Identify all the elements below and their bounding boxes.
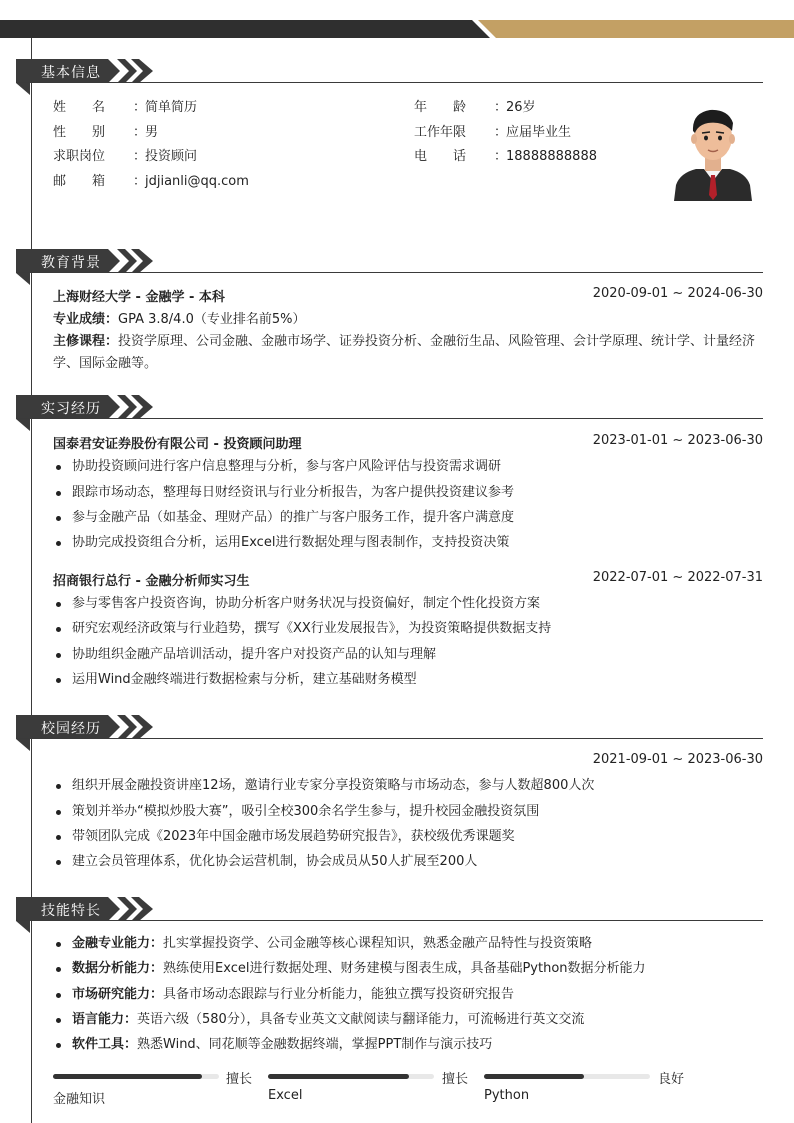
left-vertical-line <box>31 38 32 1123</box>
list-item-text: 协助完成投资组合分析，运用Excel进行数据处理与图表制作，支持投资决策 <box>72 535 510 550</box>
list-item-text: 运用Wind金融终端进行数据检索与分析，建立基础财务模型 <box>72 672 417 687</box>
list-item-text <box>72 1011 584 1029</box>
info-label: 工作年限 <box>414 125 467 140</box>
bullet-dot <box>56 516 61 521</box>
skill-name-finance: 金融知识 <box>53 1092 106 1107</box>
skill-text: 扎实掌握投资学、公司金融等核心课程知识，熟悉金融产品特性与投资策略 <box>163 936 593 951</box>
bullet-dot <box>56 993 61 998</box>
section-stripe <box>117 249 137 273</box>
gpa-label: 专业成绩： <box>53 312 119 327</box>
bullet-dot <box>56 860 61 865</box>
info-colon: ： <box>494 100 508 115</box>
info-age <box>414 96 536 115</box>
bullet-dot <box>56 942 61 947</box>
info-colon: ： <box>133 174 147 189</box>
section-skills <box>16 897 763 921</box>
skill-bar-excel <box>268 1074 434 1079</box>
list-item-text <box>72 986 514 1004</box>
list-item-text: 策划并举办“模拟炒股大赛”，吸引全校300余名学生参与，提升校园金融投资氛围 <box>72 804 540 819</box>
info-phone <box>414 145 597 164</box>
top-bar-gold <box>478 20 794 38</box>
info-colon: ： <box>133 125 147 140</box>
info-email <box>53 170 249 189</box>
section-rule <box>16 738 763 739</box>
info-label: 求职岗位 <box>53 149 106 164</box>
info-label: 邮 箱 <box>53 174 106 189</box>
skill-text: 英语六级（580分），具备专业英文文献阅读与翻译能力，可流畅进行英文交流 <box>137 1012 585 1027</box>
section-title: 基本信息 <box>41 65 101 81</box>
info-label: 姓 名 <box>53 100 106 115</box>
gpa-value: GPA 3.8/4.0（专业排名前5%） <box>118 312 306 327</box>
internship-entry-header <box>53 433 763 451</box>
info-value: 26岁 <box>506 100 536 115</box>
section-header <box>16 249 763 273</box>
list-item-text: 协助组织金融产品培训活动，提升客户对投资产品的认知与理解 <box>72 647 437 662</box>
info-label: 电 话 <box>414 149 467 164</box>
bullet-dot <box>56 678 61 683</box>
section-rule <box>16 272 763 273</box>
skill-text: 熟练使用Excel进行数据处理、财务建模与图表生成，具备基础Python数据分析能力 <box>163 961 646 976</box>
info-colon: ： <box>494 149 508 164</box>
skill-bar-finance <box>53 1074 219 1079</box>
skill-name-python: Python <box>484 1088 530 1103</box>
info-label: 性 别 <box>53 125 106 140</box>
education-gpa <box>53 309 763 331</box>
info-colon: ： <box>133 100 147 115</box>
section-title: 实习经历 <box>41 401 101 417</box>
internship-org: 招商银行总行 - 金融分析师实习生 <box>53 574 250 589</box>
campus-date: 2021-09-01 ~ 2023-06-30 <box>592 752 763 767</box>
section-title: 校园经历 <box>41 721 101 737</box>
skill-level-excel: 擅长 <box>442 1072 469 1087</box>
skill-bar-fill <box>484 1074 584 1079</box>
info-colon: ： <box>494 125 508 140</box>
section-stripe <box>117 897 137 921</box>
section-rule <box>16 920 763 921</box>
info-value: 应届毕业生 <box>506 125 572 140</box>
internship-org: 国泰君安证券股份有限公司 - 投资顾问助理 <box>53 437 302 452</box>
skill-text: 具备市场动态跟踪与行业分析能力，能独立撰写投资研究报告 <box>163 987 515 1002</box>
section-stripe <box>117 395 137 419</box>
education-date: 2020-09-01 ~ 2024-06-30 <box>592 286 763 301</box>
bullet-dot <box>56 967 61 972</box>
bullet-dot <box>56 541 61 546</box>
bullet-dot <box>56 491 61 496</box>
list-item-text: 协助投资顾问进行客户信息整理与分析，参与客户风险评估与投资需求调研 <box>72 459 502 474</box>
section-corner <box>16 921 30 933</box>
bullet-dot <box>56 653 61 658</box>
section-education <box>16 249 763 273</box>
bullet-dot <box>56 602 61 607</box>
section-title: 技能特长 <box>41 903 101 919</box>
skill-label: 数据分析能力： <box>72 961 164 976</box>
list-item-text: 参与金融产品（如基金、理财产品）的推广与客户服务工作，提升客户满意度 <box>72 510 515 525</box>
section-stripe <box>117 715 137 739</box>
education-courses <box>53 331 763 375</box>
section-corner <box>16 273 30 285</box>
bullet-dot <box>56 465 61 470</box>
info-label: 年 龄 <box>414 100 467 115</box>
info-years <box>414 121 571 140</box>
list-item-text: 组织开展金融投资讲座12场，邀请行业专家分享投资策略与市场动态，参与人数超800人次 <box>72 778 595 793</box>
skill-bar-python <box>484 1074 650 1079</box>
list-item-text: 参与零售客户投资咨询，协助分析客户财务状况与投资偏好，制定个性化投资方案 <box>72 596 541 611</box>
info-value: 简单简历 <box>145 100 198 115</box>
top-decor-bar <box>0 20 794 38</box>
list-item-text: 建立会员管理体系，优化协会运营机制，协会成员从50人扩展至200人 <box>72 854 478 869</box>
courses-line2: 学、国际金融等。 <box>53 356 158 371</box>
list-item-text: 研究宏观经济政策与行业趋势，撰写《XX行业发展报告》，为投资策略提供数据支持 <box>72 621 552 636</box>
list-item-text <box>72 935 592 953</box>
skill-text: 熟悉Wind、同花顺等金融数据终端，掌握PPT制作与演示技巧 <box>137 1037 493 1052</box>
internship-date: 2022-07-01 ~ 2022-07-31 <box>592 570 763 585</box>
info-value: 男 <box>145 125 159 140</box>
education-entry-header <box>53 286 763 304</box>
skill-label: 市场研究能力： <box>72 987 164 1002</box>
info-gender <box>53 121 158 140</box>
avatar-photo <box>666 101 760 201</box>
internship-entry-header <box>53 570 763 588</box>
info-name <box>53 96 197 115</box>
section-header <box>16 715 763 739</box>
skill-bar-fill <box>268 1074 409 1079</box>
skill-label: 语言能力： <box>72 1012 138 1027</box>
bullet-dot <box>56 810 61 815</box>
skill-level-finance: 擅长 <box>226 1072 253 1087</box>
section-corner <box>16 739 30 751</box>
section-header <box>16 59 763 83</box>
top-bar-dark <box>0 20 490 38</box>
info-value: 18888888888 <box>506 149 597 164</box>
info-value: jdjianli@qq.com <box>145 174 249 189</box>
section-header <box>16 395 763 419</box>
skill-bar-fill <box>53 1074 202 1079</box>
internship-date: 2023-01-01 ~ 2023-06-30 <box>592 433 763 448</box>
section-title: 教育背景 <box>41 255 101 271</box>
bullet-dot <box>56 627 61 632</box>
section-campus <box>16 715 763 739</box>
bullet-dot <box>56 1043 61 1048</box>
skill-level-python: 良好 <box>658 1072 685 1087</box>
section-rule <box>16 418 763 419</box>
info-value: 投资顾问 <box>145 149 198 164</box>
skill-label: 软件工具： <box>72 1037 138 1052</box>
section-corner <box>16 83 30 95</box>
courses-line1: 投资学原理、公司金融、金融市场学、证券投资分析、金融衍生品、风险管理、会计学原理、统计学、计量经济 <box>118 334 756 349</box>
section-basic-info <box>16 59 763 83</box>
info-colon: ： <box>133 149 147 164</box>
bullet-dot <box>56 835 61 840</box>
info-job <box>53 145 197 164</box>
section-corner <box>16 419 30 431</box>
list-item-text: 跟踪市场动态，整理每日财经资讯与行业分析报告，为客户提供投资建议参考 <box>72 485 515 500</box>
section-header <box>16 897 763 921</box>
list-item-text: 带领团队完成《2023年中国金融市场发展趋势研究报告》，获校级优秀课题奖 <box>72 829 515 844</box>
list-item-text <box>72 1036 492 1054</box>
bullet-dot <box>56 1018 61 1023</box>
section-stripe <box>117 59 137 83</box>
courses-label: 主修课程： <box>53 334 119 349</box>
skill-name-excel: Excel <box>268 1088 303 1103</box>
list-item-text <box>72 960 646 978</box>
bullet-dot <box>56 784 61 789</box>
section-internship <box>16 395 763 419</box>
school-name: 上海财经大学 - 金融学 - 本科 <box>53 290 225 305</box>
campus-entry-header <box>53 752 763 770</box>
section-rule <box>16 82 763 83</box>
skill-label: 金融专业能力： <box>72 936 164 951</box>
